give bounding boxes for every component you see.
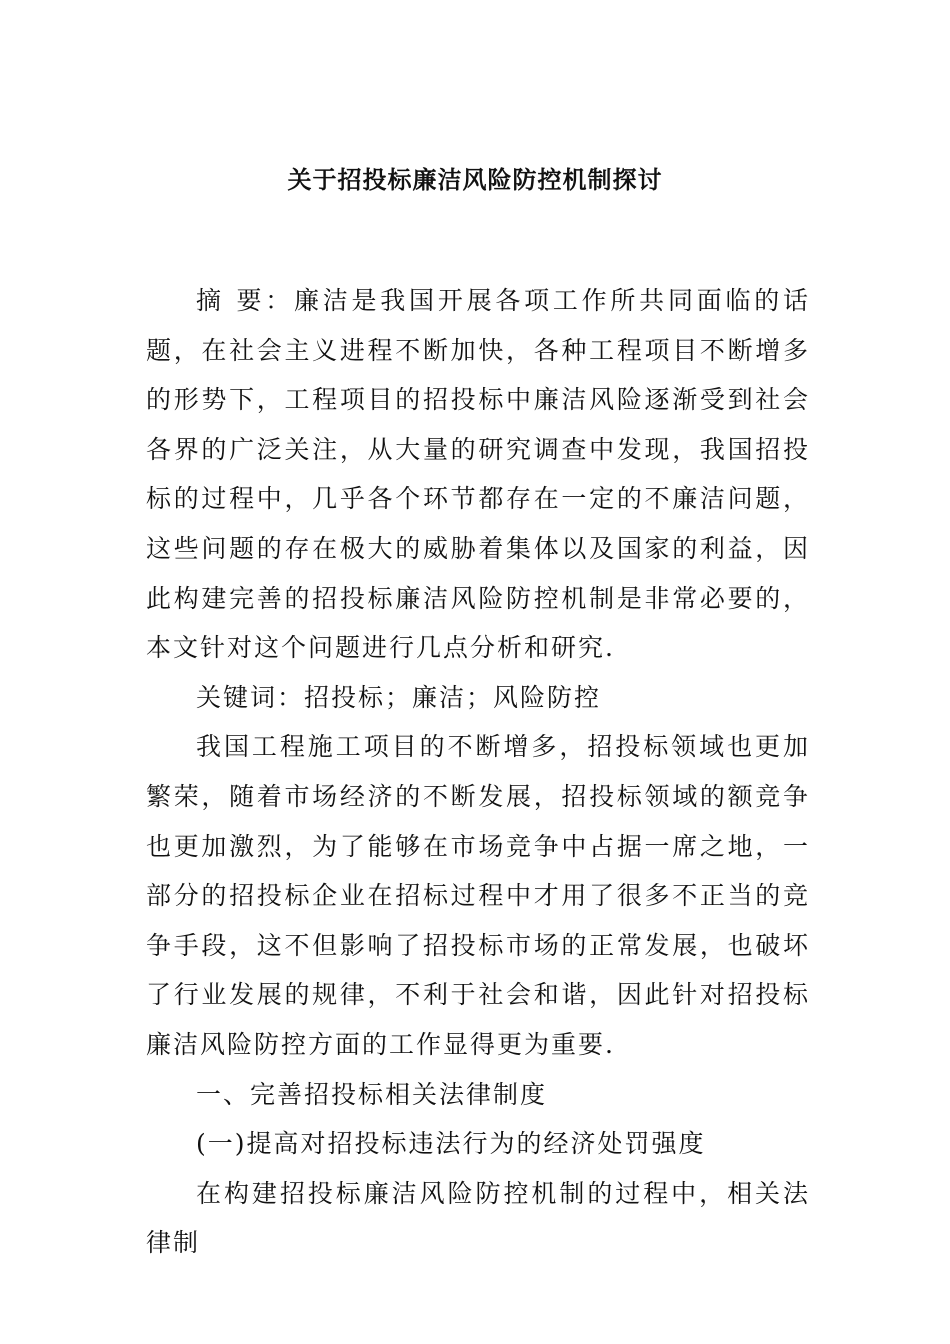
keywords-paragraph: 关键词：招投标；廉洁；风险防控 — [196, 682, 602, 712]
document-body — [146, 276, 810, 1268]
section-paragraph: 在构建招投标廉洁风险防控机制的过程中，相关法律制 — [146, 1178, 810, 1258]
document-title: 关于招投标廉洁风险防控机制探讨 — [287, 165, 663, 194]
section-heading-1: 一、完善招投标相关法律制度 — [196, 1079, 548, 1109]
intro-paragraph: 我国工程施工项目的不断增多，招投标领域也更加繁荣，随着市场经济的不断发展，招投标领域的额竞争也更加激烈，为了能够在市场竞争中占据一席之地，一部分的招投标企业在招标过程中才用了很多不正当的竞争手段，这不但影响了招投标市场的正常发展，也破坏了行业发展的规律，不利于社会和谐，因此针对招投标廉洁风险防控方面的工作显得更为重要. — [146, 732, 810, 1059]
subsection-heading-1: (一)提高对招投标违法行为的经济处罚强度 — [196, 1129, 706, 1159]
abstract-paragraph: 摘 要：廉洁是我国开展各项工作所共同面临的话题，在社会主义进程不断加快，各种工程项目不断增多的形势下，工程项目的招投标中廉洁风险逐渐受到社会各界的广泛关注，从大量的研究调查中发现，我国招投标的过程中，几乎各个环节都存在一定的不廉洁问题，这些问题的存在极大的威胁着集体以及国家的利益，因此构建完善的招投标廉洁风险防控机制是非常必要的，本文针对这个问题进行几点分析和研究. — [146, 286, 810, 663]
